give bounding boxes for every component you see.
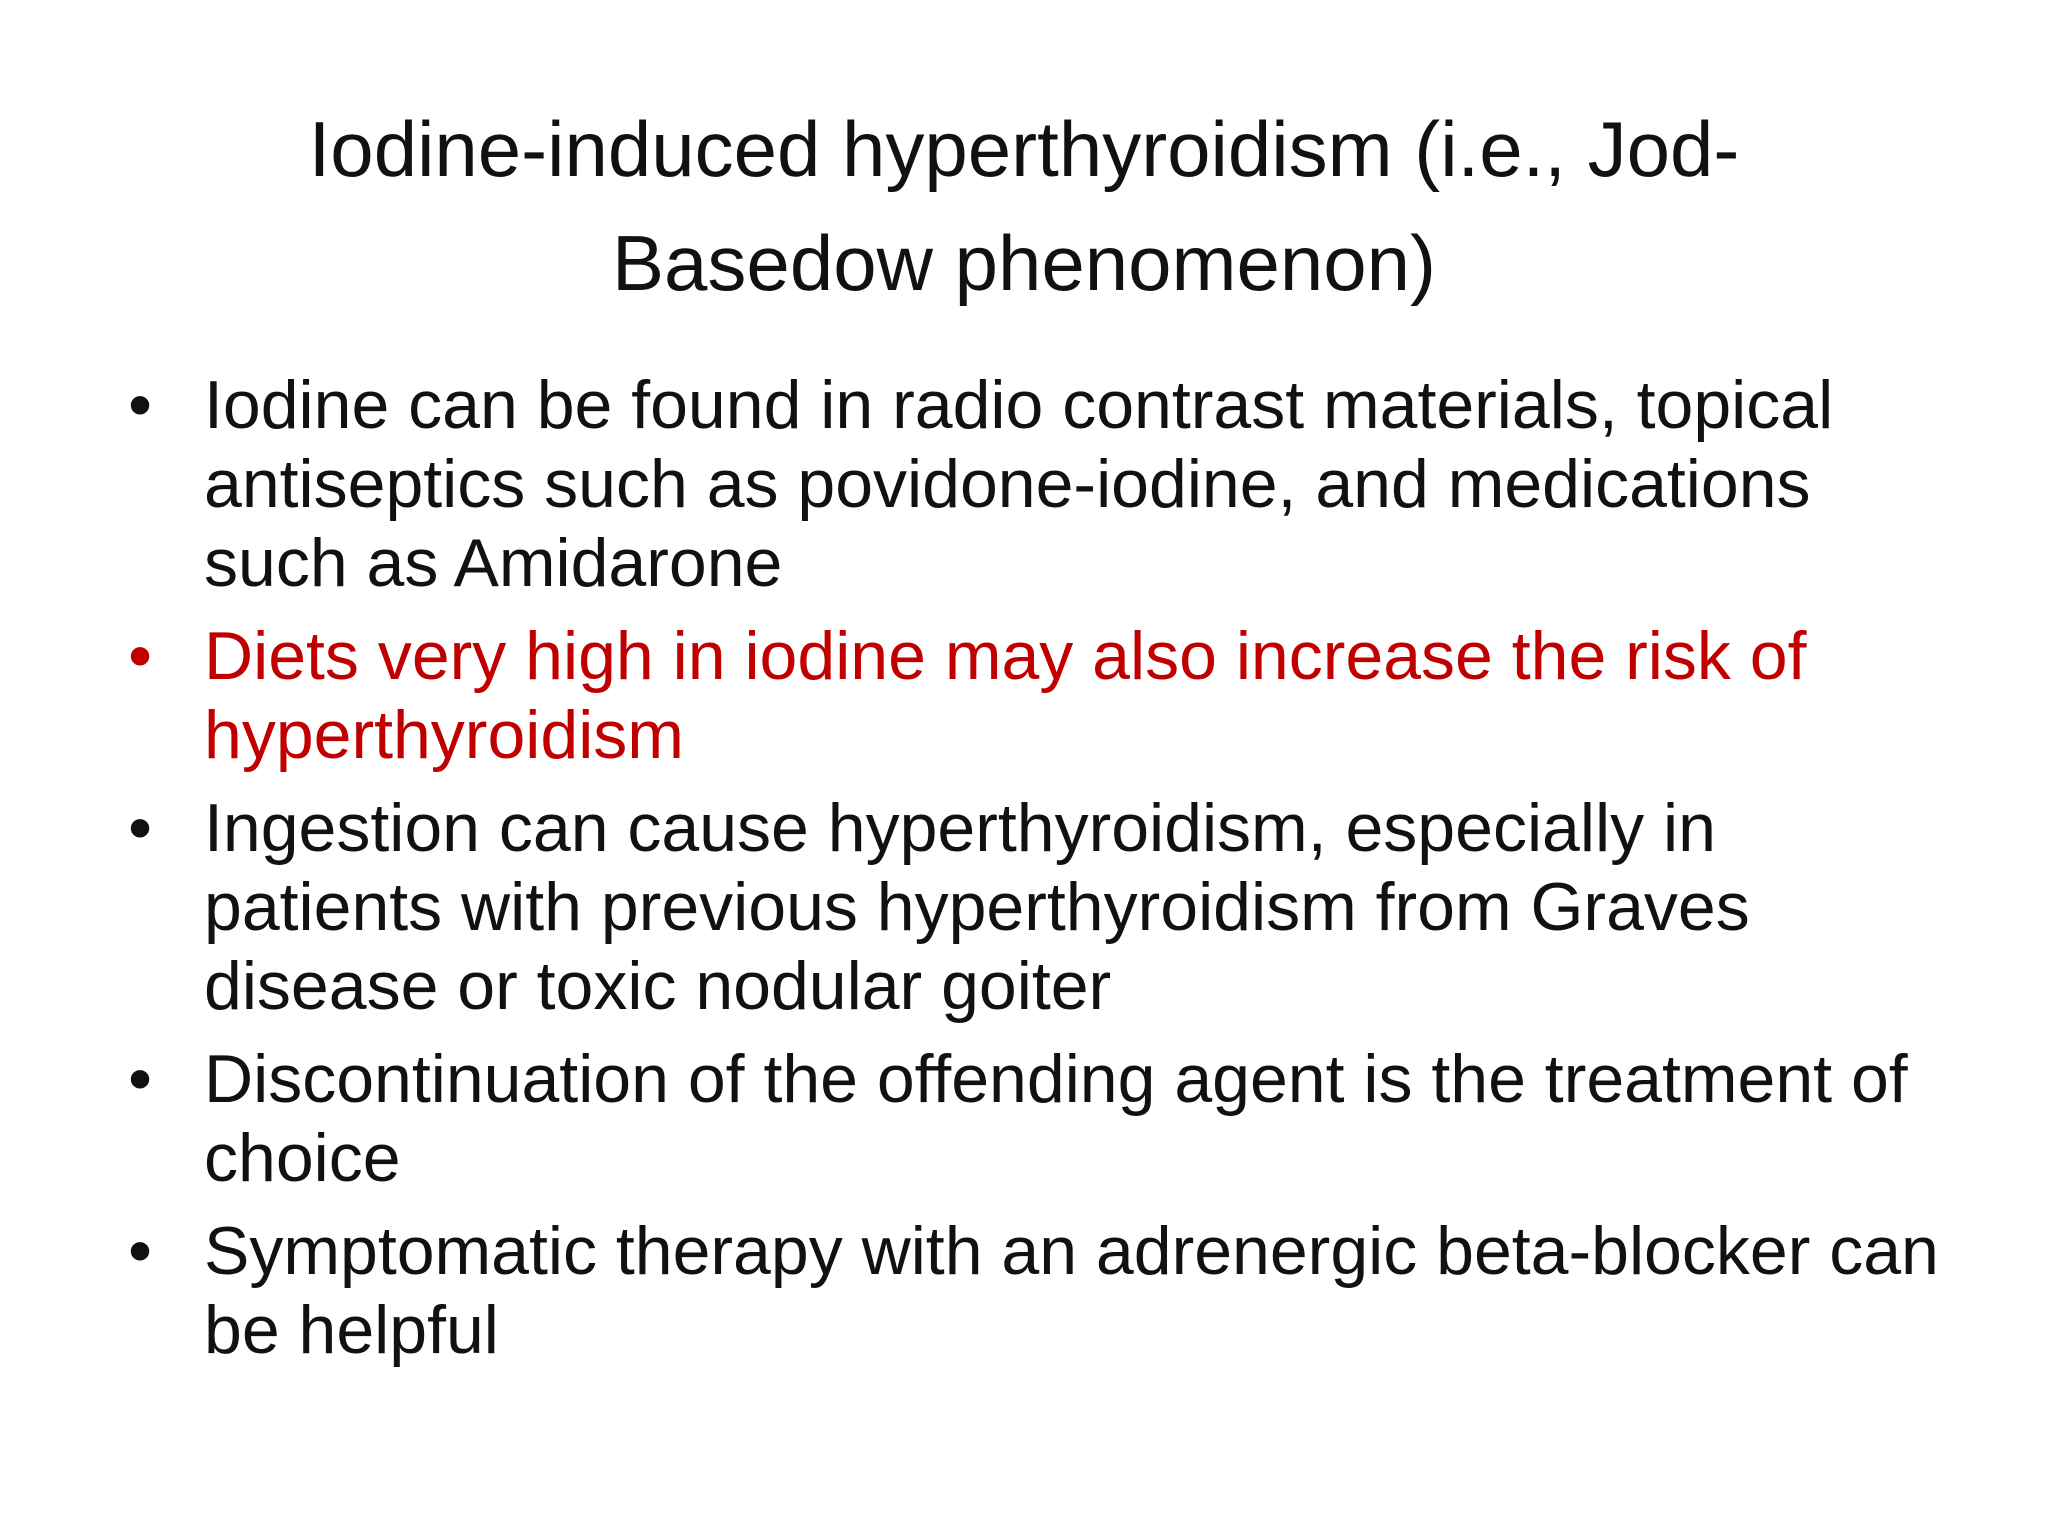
bullet-dot-icon: • xyxy=(128,1041,152,1117)
bullet-item xyxy=(120,366,1960,603)
bullet-dot-icon: • xyxy=(128,1213,152,1289)
bullet-text: Ingestion can cause hyperthyroidism, especially in patients with previous hyperthyroidism from Graves disease or toxic nodular goiter xyxy=(204,790,1750,1024)
bullet-dot-icon: • xyxy=(128,367,152,443)
bullet-text: Diets very high in iodine may also increase the risk of hyperthyroidism xyxy=(204,618,1807,773)
bullet-dot-icon: • xyxy=(128,618,152,694)
bullet-item-highlighted xyxy=(120,617,1960,775)
bullet-text: Discontinuation of the offending agent is the treatment of choice xyxy=(204,1041,1908,1196)
bullet-item xyxy=(120,1040,1960,1198)
bullet-item xyxy=(120,789,1960,1026)
bullet-dot-icon: • xyxy=(128,790,152,866)
bullet-list xyxy=(120,366,1960,1384)
slide-title: Iodine-induced hyperthyroidism (i.e., Jod-Basedow phenomenon) xyxy=(308,105,1740,307)
bullet-item xyxy=(120,1212,1960,1370)
bullet-text: Symptomatic therapy with an adrenergic beta-blocker can be helpful xyxy=(204,1213,1939,1368)
bullet-text: Iodine can be found in radio contrast materials, topical antiseptics such as povidone-iodine, and medications such as Amidarone xyxy=(204,367,1834,601)
